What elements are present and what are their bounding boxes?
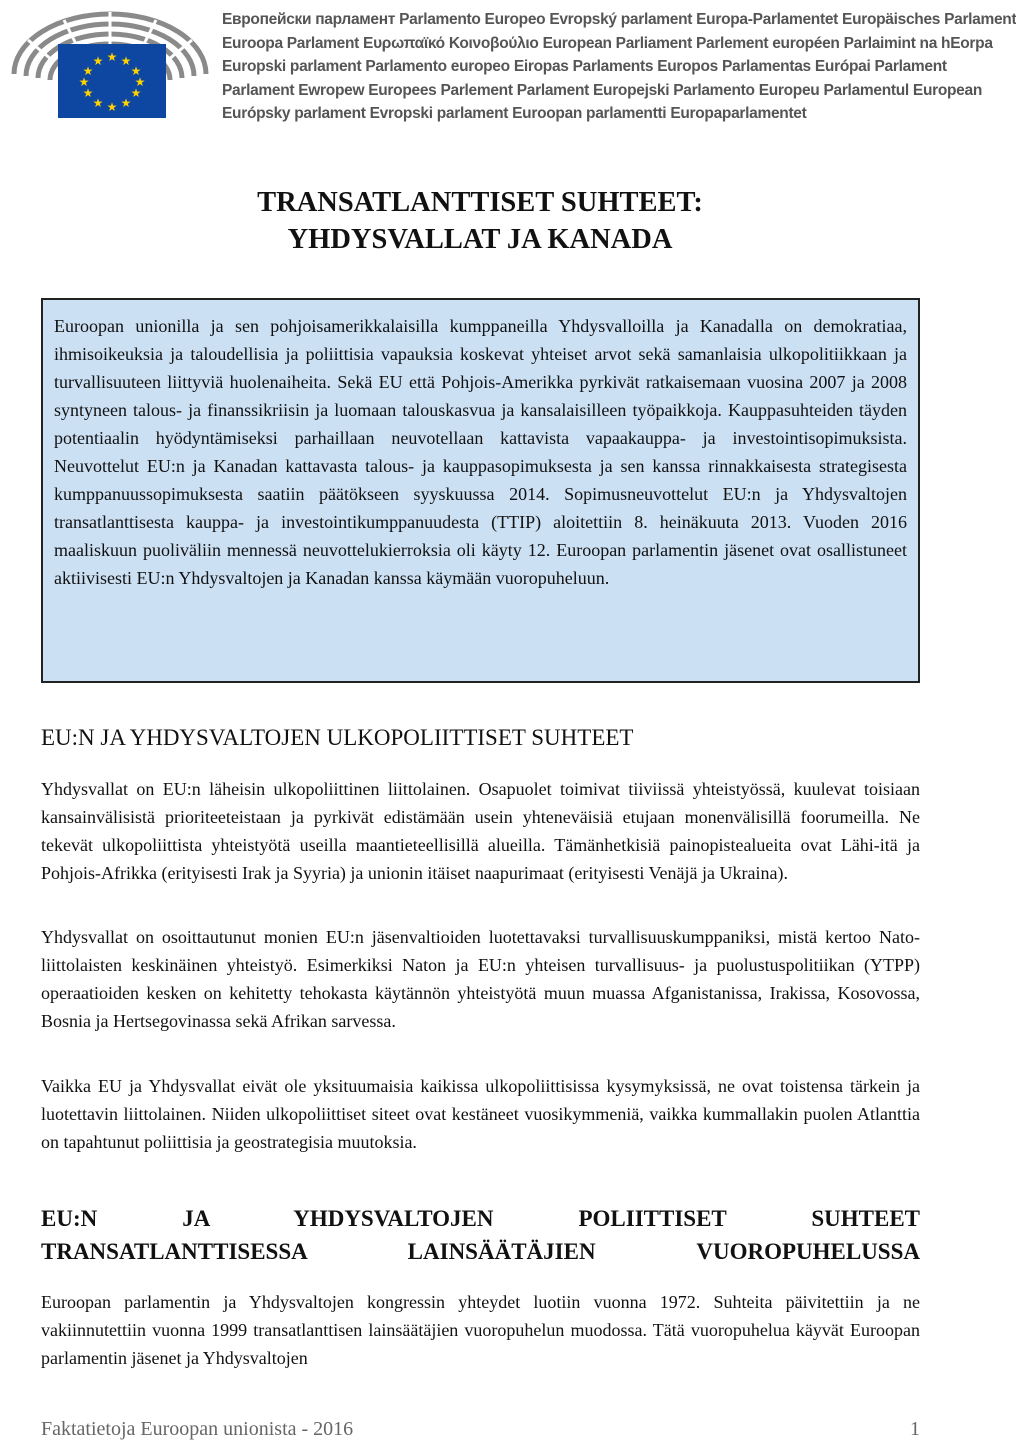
page-header: [0, 0, 1016, 130]
svg-text:★: ★: [78, 75, 90, 89]
parliament-name-languages: [222, 8, 1016, 126]
title-line-1: TRANSATLANTTISET SUHTEET:: [257, 187, 703, 218]
parliament-name: Европейски парламент: [222, 11, 396, 28]
parliament-name: Parlamento europeo: [365, 58, 510, 75]
parliament-name: Parlamento Europeu: [673, 81, 820, 99]
svg-text:★: ★: [130, 86, 142, 100]
svg-text:★: ★: [92, 96, 104, 110]
svg-text:★: ★: [82, 86, 94, 100]
section-heading-line-2: TRANSATLANTTISESSA LAINSÄÄTÄJIEN VUOROPUHELUSSA: [41, 1239, 920, 1264]
paragraph-2: Yhdysvallat on osoittautunut monien EU:n jäsenvaltioiden luotettavaksi turvallisuuskumppaniksi, mistä kertoo Nato-liittolaisten keskinäinen yhteistyö. Esimerkiksi Naton ja EU:n yhteisen turvallisuus- ja puolustuspolitiikan (YTPP) operaatioiden kesken on kehitetty tehokasta käytännön yhteistyötä muun muassa Afganistanissa, Irakissa, Kosovossa, Bosnia ja Hertsegovinassa sekä Afrikan sarvessa.: [41, 927, 920, 1031]
page-footer: [41, 1418, 920, 1446]
svg-text:★: ★: [120, 96, 132, 110]
parliament-name: Európai Parlament: [814, 58, 947, 75]
language-row: [222, 8, 1016, 32]
parliament-name: Parlamento Europeo: [399, 11, 546, 28]
parliament-name: Parlaimint na hEorpa: [843, 34, 993, 52]
parliament-name: Euroopan parlamentti: [512, 105, 667, 122]
section-heading-legislators-dialogue: [41, 1202, 920, 1268]
parliament-name: Európsky parlament: [222, 105, 366, 122]
paragraph-3: Vaikka EU ja Yhdysvallat eivät ole yksituumaisia kaikissa ulkopoliittisissa kysymyksissä, ne ovat toistensa tärkein ja luotettavin liittolainen. Niiden ulkopoliittiset siteet ovat kestäneet vuosikymmeniä, vaikka kummallakin puolen Atlanttia on tapahtunut poliittisia ja geostrategisia muutoksia.: [41, 1076, 920, 1152]
parliament-name: European Parliament: [542, 34, 692, 52]
parliament-name: Eiropas Parlaments: [513, 58, 654, 75]
section-heading-line-1: EU:N JA YHDYSVALTOJEN POLIITTISET SUHTEET: [41, 1206, 920, 1231]
svg-text:★: ★: [120, 54, 132, 68]
svg-text:★: ★: [134, 75, 146, 89]
svg-text:★: ★: [106, 100, 118, 114]
parliament-name: Europaparlamentet: [670, 105, 807, 122]
parliament-name: Europa-Parlamentet: [696, 11, 839, 28]
document-title: [0, 184, 960, 258]
title-line-2: YHDYSVALLAT JA KANADA: [287, 224, 673, 255]
parliament-name: Parlamentul European: [823, 81, 982, 99]
parliament-name: Evropski parlament: [369, 105, 509, 122]
parliament-name: Parlament Europejski: [516, 81, 670, 99]
european-parliament-logo-icon: [4, 4, 216, 124]
paragraph-4: Euroopan parlamentin ja Yhdysvaltojen kongressin yhteydet luotiin vuonna 1972. Suhteita päivitettiin ja ne vakiinnutettiin vuonna 1999 transatlanttisen lainsäätäjien vuoropuhelun muodossa. Tätä vuoropuhelua käyvät Euroopan parlamentin jäsenet ja Yhdysvaltojen: [41, 1292, 920, 1368]
svg-text:★: ★: [92, 54, 104, 68]
parliament-name: Evropský parlament: [549, 11, 693, 28]
footer-publication-title: Faktatietoja Euroopan unionista - 2016: [41, 1418, 354, 1440]
svg-text:★: ★: [130, 64, 142, 78]
section-heading-foreign-relations: EU:N JA YHDYSVALTOJEN ULKOPOLIITTISET SUHTEET: [41, 725, 634, 750]
parliament-name: Europäisches Parlament: [842, 11, 1016, 28]
parliament-name: Europos Parlamentas: [657, 58, 811, 75]
parliament-name: Parlament Ewropew: [222, 81, 365, 99]
svg-text:★: ★: [106, 50, 118, 64]
parliament-name: Parlement européen: [695, 34, 840, 52]
paragraph-1: Yhdysvallat on EU:n läheisin ulkopoliittinen liittolainen. Osapuolet toimivat tiiviissä yhteistyössä, kuulevat toisiaan kansainvälisistä prioriteeteistaan ja pyrkivät edistämään usein yhteneväisiä etujaan monenvälisillä foorumeilla. Ne tekevät ulkopoliittista yhteistyötä useilla maantieteellisillä alueilla. Tämänhetkisiä painopistealueita ovat Lähi-itä ja Pohjois-Afrikka (erityisesti Irak ja Syyria) ja unionin itäiset naapurimaat (erityisesti Venäjä ja Ukraina).: [41, 779, 920, 883]
parliament-name: Ευρωπαϊκό Κοινοβούλιο: [363, 34, 539, 52]
parliament-name: Europski parlament: [222, 58, 362, 75]
page-number: 1: [910, 1418, 920, 1440]
language-row: [222, 32, 993, 56]
language-row: [222, 102, 960, 126]
language-row: [222, 55, 960, 79]
language-row: [222, 79, 982, 103]
parliament-name: Euroopa Parlament: [222, 34, 360, 52]
parliament-name: Europees Parlement: [368, 81, 513, 99]
summary-box: Euroopan unionilla ja sen pohjoisamerikkalaisilla kumppaneilla Yhdysvalloilla ja Kanadalla on demokratiaa, ihmisoikeuksia ja taloudellisia ja poliittisia vapauksia koskevat yhteiset arvot sekä samanlaisia ulkopolitiikkaan ja turvallisuuteen liittyviä huolenaiheita. Sekä EU että Pohjois-Amerikka pyrkivät ratkaisemaan vuosina 2007 ja 2008 syntyneen talous- ja finanssikriisin ja luomaan talouskasvua ja kansalaisilleen työpaikkoja. Kauppasuhteiden täyden potentiaalin hyödyntämiseksi parhaillaan neuvotellaan kattavista vapaakauppa- ja investointisopimuksista. Neuvottelut EU:n ja Kanadan kattavasta talous- ja kauppasopimuksesta ja sen kanssa rinnakkaisesta strategisesta kumppanuussopimuksesta saatiin päätökseen syyskuussa 2014. Sopimusneuvottelut EU:n ja Yhdysvaltojen transatlanttisesta kauppa- ja investointikumppanuudesta (TTIP) aloitettiin 8. heinäkuuta 2013. Vuoden 2016 maaliskuun puoliväliin mennessä neuvottelukierroksia oli käyty 12. Euroopan parlamentin jäsenet ovat osallistuneet aktiivisesti EU:n Yhdysvaltojen ja Kanadan kanssa käymään vuoropuheluun.: [41, 298, 920, 683]
svg-text:★: ★: [82, 64, 94, 78]
